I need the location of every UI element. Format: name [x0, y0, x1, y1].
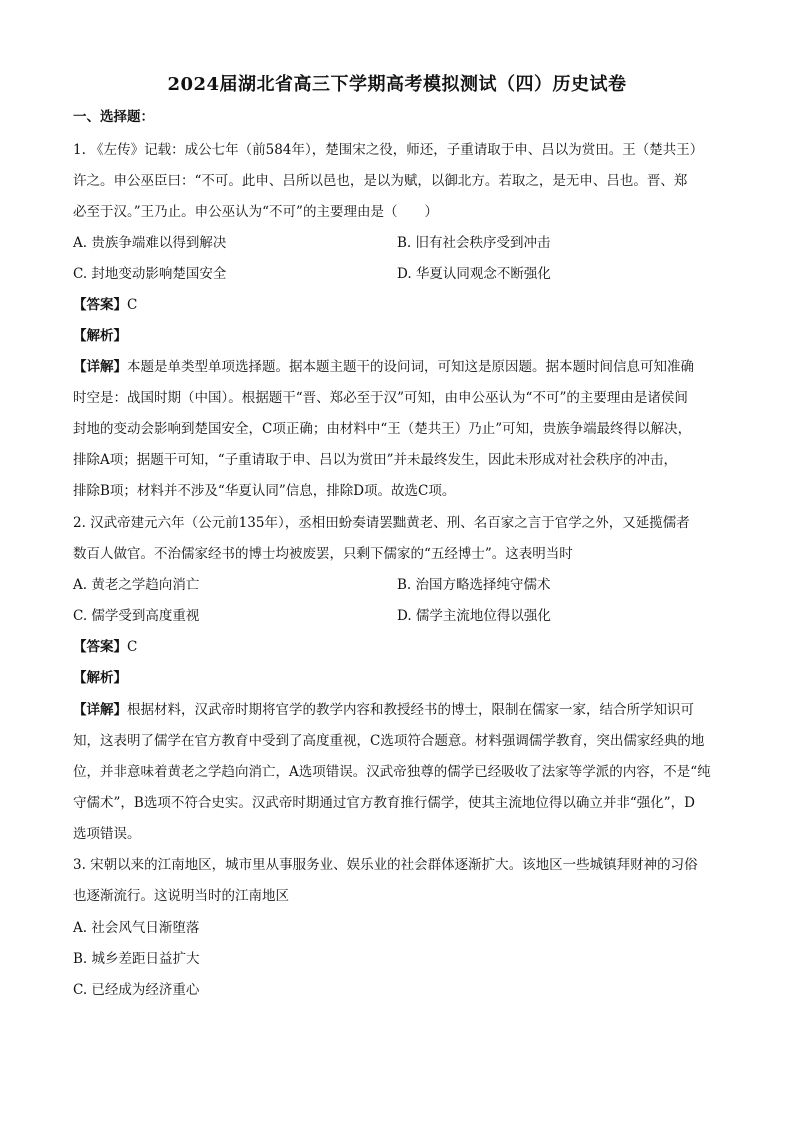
q1-option-a: A. 贵族争端难以得到解决 — [73, 235, 227, 251]
detail-text: 本题是单类型单项选择题。据本题主题干的设问词，可知这是原因题。据本题时间信息可知准确 — [127, 359, 694, 375]
q2-stem-line: 数百人做官。不治儒家经书的博士均被废罢，只剩下儒家的“五经博士”。这表明当时 — [73, 546, 573, 562]
answer-tag: 【答案】 — [73, 639, 127, 655]
q1-detail-line: 排除B项；材料并不涉及“华夏认同”信息，排除D项。故选C项。 — [73, 483, 456, 499]
q3-stem-line: 3. 宋朝以来的江南地区，城市里从事服务业、娱乐业的社会群体逐渐扩大。该地区一些城镇拜财神的习俗 — [73, 857, 698, 873]
detail-tag: 【详解】 — [73, 359, 127, 375]
q2-detail-line: 知，这表明了儒学在官方教育中受到了高度重视，C选项符合题意。材料强调儒学教育，突出儒家经典的地 — [73, 733, 705, 749]
q3-option-a: A. 社会风气日渐堕落 — [73, 920, 200, 936]
q1-stem-line: 许之。申公巫臣曰：“不可。此申、吕所以邑也，是以为赋，以御北方。若取之，是无申、吕也。晋、郑 — [73, 173, 688, 189]
q1-stem-line: 必至于汉。”王乃止。申公巫认为“不可”的主要理由是（ ） — [73, 204, 438, 220]
detail-tag: 【详解】 — [73, 702, 127, 718]
q1-answer — [73, 295, 137, 315]
q1-analysis-tag: 【解析】 — [73, 328, 127, 344]
section-heading: 一、选择题： — [73, 109, 154, 125]
q2-option-b: B. 治国方略选择纯守儒术 — [397, 577, 551, 593]
q1-option-d: D. 华夏认同观念不断强化 — [397, 266, 551, 282]
q3-option-b: B. 城乡差距日益扩大 — [73, 951, 200, 967]
answer-value: C — [127, 639, 138, 655]
q1-stem-line: 1. 《左传》记载：成公七年（前584年），楚围宋之役，师还，子重请取于申、吕以为赏田。王（楚共王） — [73, 142, 704, 158]
q2-detail-line: 选项错误。 — [73, 826, 141, 842]
q1-detail-line: 封地的变动会影响到楚国安全，C项正确；由材料中“王（楚共王）乃止”可知，贵族争端最终得以解决， — [73, 421, 692, 437]
answer-tag: 【答案】 — [73, 297, 127, 313]
q1-detail-line: 时空是：战国时期（中国）。根据题干“晋、郑必至于汉”可知，由申公巫认为“不可”的主要理由是诸侯间 — [73, 390, 688, 406]
q2-option-c: C. 儒学受到高度重视 — [73, 608, 200, 624]
q2-detail-line: 位，并非意味着黄老之学趋向消亡，A选项错误。汉武帝独尊的儒学已经吸收了法家等学派的内容，不是“纯 — [73, 764, 711, 780]
q1-detail-line: 排除A项；据题干可知，“子重请取于申、吕以为赏田”并未最终发生，因此未形成对社会秩序的冲击， — [73, 452, 678, 468]
q3-option-c: C. 已经成为经济重心 — [73, 982, 200, 998]
q2-option-a: A. 黄老之学趋向消亡 — [73, 577, 200, 593]
q1-detail-line — [73, 357, 733, 377]
q2-stem-line: 2. 汉武帝建元六年（公元前135年），丞相田蚡奏请罢黜黄老、刑、名百家之言于官学之外，又延揽儒者 — [73, 515, 690, 531]
q2-detail-line: 守儒术”，B选项不符合史实。汉武帝时期通过官方教育推行儒学，使其主流地位得以确立并非“强化”，D — [73, 795, 695, 811]
q2-option-d: D. 儒学主流地位得以强化 — [397, 608, 551, 624]
q2-detail-line — [73, 700, 733, 720]
q1-option-b: B. 旧有社会秩序受到冲击 — [397, 235, 551, 251]
answer-value: C — [127, 297, 138, 313]
q2-answer — [73, 637, 137, 657]
q3-stem-line: 也逐渐流行。这说明当时的江南地区 — [73, 888, 289, 904]
page-title: 2024届湖北省高三下学期高考模拟测试（四）历史试卷 — [167, 74, 627, 95]
q1-option-c: C. 封地变动影响楚国安全 — [73, 266, 227, 282]
detail-text: 根据材料，汉武帝时期将官学的教学内容和教授经书的博士，限制在儒家一家，结合所学知识可 — [127, 702, 694, 718]
q2-analysis-tag: 【解析】 — [73, 670, 127, 686]
